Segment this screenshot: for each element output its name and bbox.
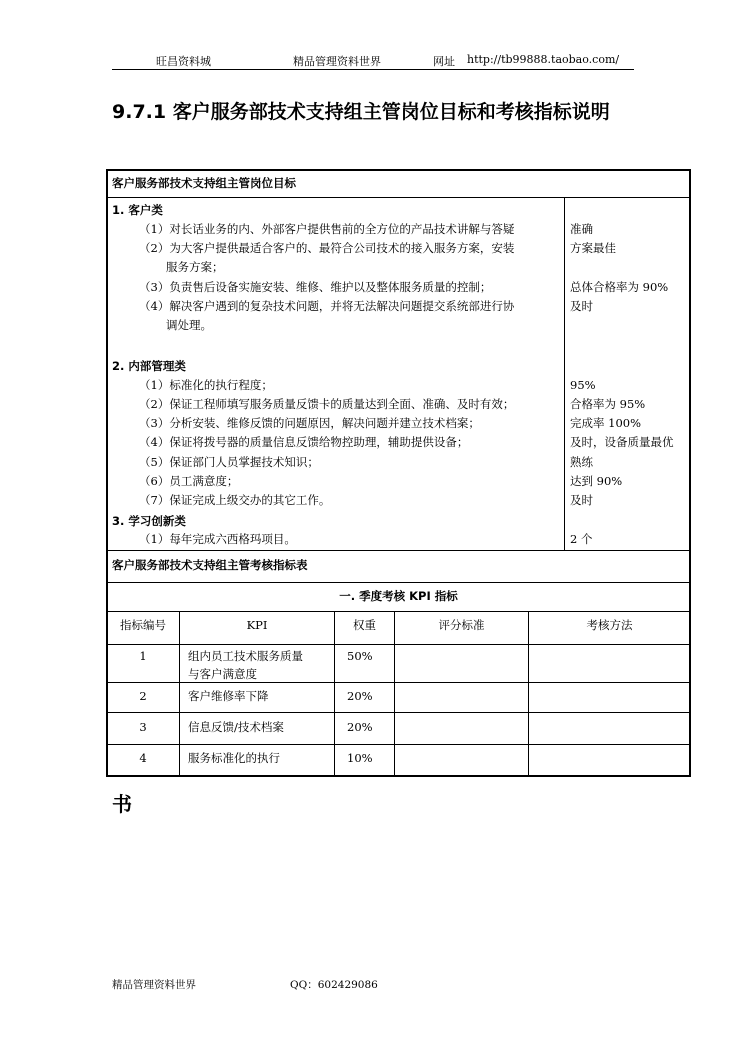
- table-column-divider: [179, 611, 180, 776]
- goal-item-continuation: 调处理。: [166, 318, 212, 332]
- kpi-cell-kpi: 服务标准化的执行: [188, 751, 280, 765]
- kpi-section-title: 客户服务部技术支持组主管考核指标表: [112, 558, 308, 572]
- header-url-label: 网址: [433, 55, 455, 68]
- goal-item: （7）保证完成上级交办的其它工作。: [139, 493, 331, 507]
- goal-target: 熟练: [570, 455, 593, 469]
- goal-item: （2）保证工程师填写服务质量反馈卡的质量达到全面、准确、及时有效；: [139, 397, 515, 411]
- goal-item: （3）分析安装、维修反馈的问题原因，解决问题并建立技术档案；: [139, 416, 480, 430]
- goal-item: （6）员工满意度；: [139, 474, 239, 488]
- footer-site-name: 精品管理资料世界: [112, 979, 196, 991]
- kpi-cell-kpi: 组内员工技术服务质量: [188, 649, 303, 663]
- header-url-link[interactable]: http://tb99888.taobao.com/: [467, 53, 620, 66]
- goal-target: 完成率 100%: [570, 416, 642, 430]
- goal-target: 合格率为 95%: [570, 397, 646, 411]
- goal-target: 总体合格率为 90%: [570, 280, 669, 294]
- kpi-header-weight: 权重: [353, 618, 376, 632]
- goals-section-title: 客户服务部技术支持组主管岗位目标: [112, 176, 296, 190]
- goal-item: （1）标准化的执行程度；: [139, 378, 273, 392]
- kpi-header-method: 考核方法: [586, 618, 633, 632]
- goal-item-continuation: 服务方案；: [166, 260, 224, 274]
- footer-qq: QQ：602429086: [290, 979, 378, 991]
- kpi-cell-kpi-continuation: 与客户满意度: [188, 667, 257, 681]
- header-site-name-2: 精品管理资料世界: [293, 55, 381, 68]
- kpi-header-no: 指标编号: [120, 618, 166, 632]
- goal-item: （4）保证将拨号器的质量信息反馈给物控助理，辅助提供设备；: [139, 435, 469, 449]
- kpi-cell-no: 4: [139, 751, 147, 765]
- page-title: 9.7.1 客户服务部技术支持组主管岗位目标和考核指标说明: [112, 101, 610, 123]
- goal-target: 方案最佳: [570, 241, 616, 255]
- goal-target: 达到 90%: [570, 474, 623, 488]
- kpi-subtitle: 一. 季度考核 KPI 指标: [339, 589, 458, 603]
- table-divider: [107, 644, 690, 645]
- goal-item: （2）为大客户提供最适合客户的、最符合公司技术的接入服务方案，安装: [139, 241, 515, 255]
- kpi-cell-kpi: 客户维修率下降: [188, 689, 269, 703]
- category-title: 3. 学习创新类: [112, 514, 186, 528]
- category-title: 1. 客户类: [112, 203, 163, 217]
- kpi-cell-kpi: 信息反馈/技术档案: [188, 720, 284, 734]
- table-divider: [107, 682, 690, 683]
- table-divider: [107, 712, 690, 713]
- trailing-text: 书: [112, 792, 132, 816]
- goal-item: （5）保证部门人员掌握技术知识；: [139, 455, 319, 469]
- table-divider: [107, 197, 690, 198]
- kpi-cell-no: 3: [139, 720, 147, 734]
- goal-target: 及时: [570, 493, 593, 507]
- table-column-divider: [564, 198, 565, 550]
- goal-item: （3）负责售后设备实施安装、维修、维护以及整体服务质量的控制；: [139, 280, 492, 294]
- header-divider: [112, 69, 634, 70]
- kpi-cell-weight: 10%: [347, 751, 373, 765]
- table-column-divider: [394, 611, 395, 776]
- kpi-cell-no: 1: [139, 649, 147, 663]
- kpi-header-kpi: KPI: [246, 618, 268, 632]
- table-column-divider: [528, 611, 529, 776]
- goal-target: 95%: [570, 378, 596, 392]
- table-divider: [107, 611, 690, 612]
- kpi-cell-weight: 20%: [347, 720, 373, 734]
- table-divider: [107, 744, 690, 745]
- goal-item: （1）对长话业务的内、外部客户提供售前的全方位的产品技术讲解与答疑: [139, 222, 515, 236]
- goal-target: 准确: [570, 222, 593, 236]
- kpi-header-standard: 评分标准: [438, 618, 485, 632]
- kpi-cell-weight: 20%: [347, 689, 373, 703]
- header-site-name: 旺昌资料城: [156, 55, 211, 68]
- category-title: 2. 内部管理类: [112, 359, 186, 373]
- goal-target: 及时，设备质量最优: [570, 435, 674, 449]
- goal-target: 2 个: [570, 532, 593, 546]
- table-divider: [107, 550, 690, 551]
- goal-item: （4）解决客户遇到的复杂技术问题，并将无法解决问题提交系统部进行协: [139, 299, 515, 313]
- kpi-cell-weight: 50%: [347, 649, 373, 663]
- goal-item: （1）每年完成六西格玛项目。: [139, 532, 296, 546]
- table-column-divider: [334, 611, 335, 776]
- goal-target: 及时: [570, 299, 593, 313]
- kpi-cell-no: 2: [139, 689, 147, 703]
- table-divider: [107, 582, 690, 583]
